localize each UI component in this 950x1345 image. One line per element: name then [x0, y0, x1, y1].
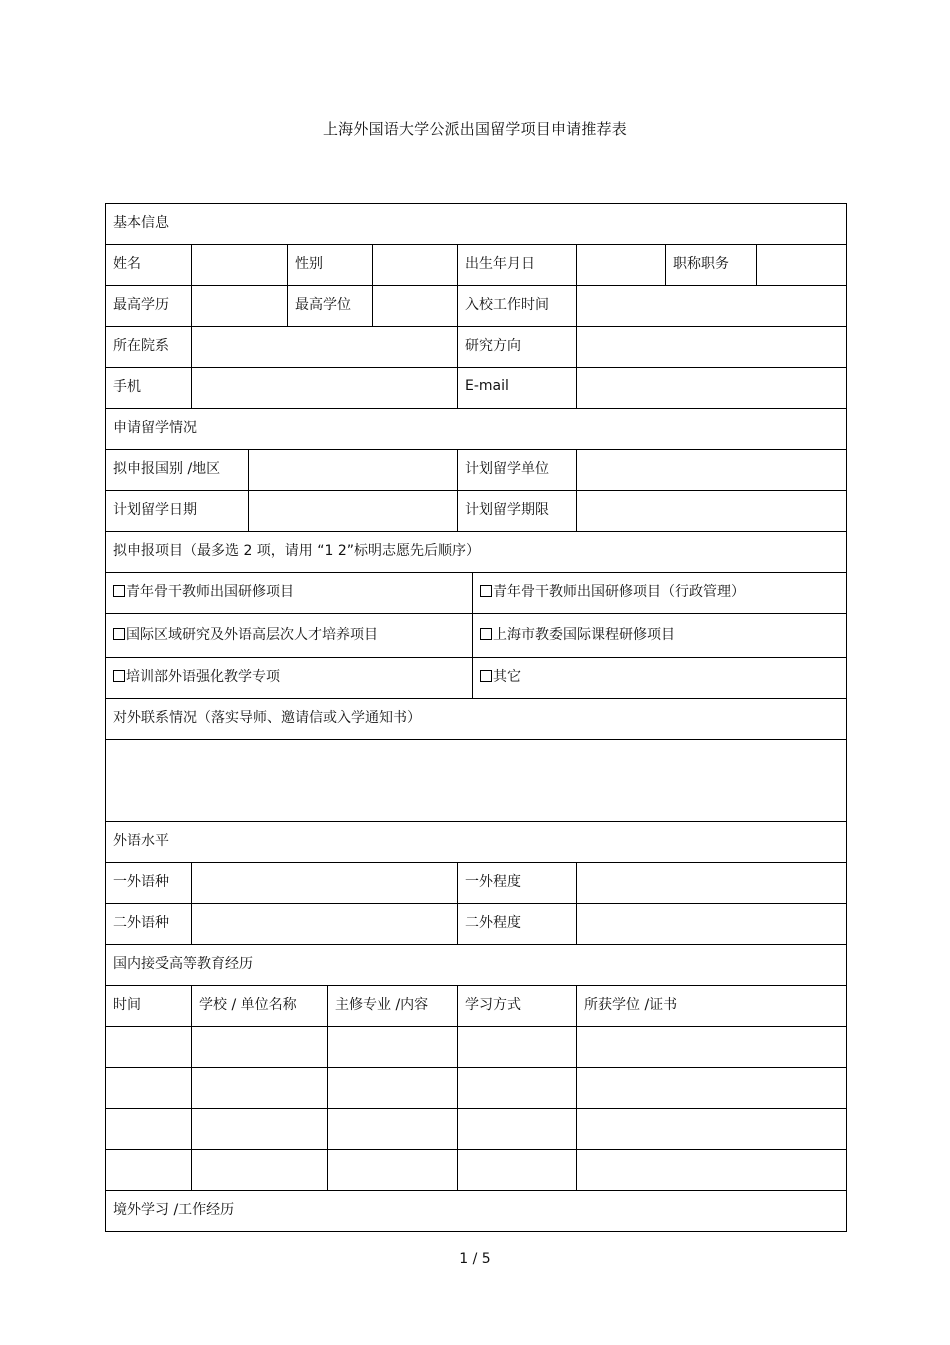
- birth-field[interactable]: [577, 245, 666, 286]
- table-cell[interactable]: [106, 1027, 192, 1068]
- education-field[interactable]: [192, 286, 288, 327]
- study-date-field[interactable]: [249, 491, 458, 532]
- basic-row-1: [106, 245, 847, 286]
- language-row-1: [106, 863, 847, 904]
- table-cell[interactable]: [577, 1068, 847, 1109]
- rank-label: 职称职务: [666, 245, 757, 286]
- host-unit-label: 计划留学单位: [458, 450, 577, 491]
- first-language-level-label: 一外程度: [458, 863, 577, 904]
- table-cell[interactable]: [192, 1109, 328, 1150]
- projects-row-3: [106, 658, 847, 699]
- department-field[interactable]: [192, 327, 458, 368]
- table-cell[interactable]: [192, 1027, 328, 1068]
- table-row: [106, 1109, 847, 1150]
- first-language-field[interactable]: [192, 863, 458, 904]
- table-cell[interactable]: [458, 1150, 577, 1191]
- checkbox-icon[interactable]: [113, 670, 125, 682]
- section-apply-row: [106, 409, 847, 450]
- form-title: 上海外国语大学公派出国留学项目申请推荐表: [322, 120, 627, 138]
- section-language-row: [106, 822, 847, 863]
- education-label: 最高学历: [106, 286, 192, 327]
- table-cell[interactable]: [577, 1027, 847, 1068]
- second-language-field[interactable]: [192, 904, 458, 945]
- projects-row-2: [106, 614, 847, 658]
- study-period-field[interactable]: [577, 491, 847, 532]
- section-basic-heading: 基本信息: [106, 204, 847, 245]
- section-apply-heading: 申请留学情况: [106, 409, 847, 450]
- table-cell[interactable]: [577, 1109, 847, 1150]
- section-abroad-row: [106, 1191, 847, 1232]
- table-row: [106, 1150, 847, 1191]
- project-option-label: 国际区域研究及外语高层次人才培养项目: [126, 627, 378, 643]
- education-header-row: [106, 986, 847, 1027]
- contact-body-row: [106, 740, 847, 822]
- project-option-label: 培训部外语强化教学专项: [126, 669, 280, 685]
- rank-field[interactable]: [757, 245, 847, 286]
- study-date-label: 计划留学日期: [106, 491, 249, 532]
- basic-row-2: [106, 286, 847, 327]
- page-number: 1 / 5: [459, 1251, 491, 1267]
- column-header: 学校 / 单位名称: [192, 986, 328, 1027]
- column-header: 所获学位 /证书: [577, 986, 847, 1027]
- gender-field[interactable]: [373, 245, 458, 286]
- checkbox-icon[interactable]: [480, 670, 492, 682]
- first-language-label: 一外语种: [106, 863, 192, 904]
- second-language-level-label: 二外程度: [458, 904, 577, 945]
- name-label: 姓名: [106, 245, 192, 286]
- table-cell[interactable]: [458, 1027, 577, 1068]
- application-form-table: [105, 203, 847, 1232]
- checkbox-icon[interactable]: [113, 628, 125, 640]
- table-row: [106, 1068, 847, 1109]
- table-cell[interactable]: [192, 1150, 328, 1191]
- contact-details-field[interactable]: [106, 740, 847, 822]
- table-row: [106, 1027, 847, 1068]
- project-option[interactable]: [473, 573, 847, 614]
- project-option[interactable]: [106, 658, 473, 699]
- host-unit-field[interactable]: [577, 450, 847, 491]
- basic-row-3: [106, 327, 847, 368]
- projects-note-row: [106, 532, 847, 573]
- first-language-level-field[interactable]: [577, 863, 847, 904]
- apply-row-2: [106, 491, 847, 532]
- department-label: 所在院系: [106, 327, 192, 368]
- column-header: 学习方式: [458, 986, 577, 1027]
- entry-date-label: 入校工作时间: [458, 286, 577, 327]
- phone-field[interactable]: [192, 368, 458, 409]
- table-cell[interactable]: [106, 1109, 192, 1150]
- column-header: 主修专业 /内容: [328, 986, 458, 1027]
- name-field[interactable]: [192, 245, 288, 286]
- section-education-heading: 国内接受高等教育经历: [106, 945, 847, 986]
- apply-row-1: [106, 450, 847, 491]
- section-abroad-heading: 境外学习 /工作经历: [106, 1191, 847, 1232]
- research-field[interactable]: [577, 327, 847, 368]
- project-option-label: 上海市教委国际课程研修项目: [493, 627, 675, 643]
- basic-row-4: [106, 368, 847, 409]
- project-option[interactable]: [473, 614, 847, 658]
- project-option-label: 青年骨干教师出国研修项目: [126, 584, 294, 600]
- project-option[interactable]: [473, 658, 847, 699]
- section-contact-heading: 对外联系情况（落实导师、邀请信或入学通知书）: [106, 699, 847, 740]
- section-basic-row: [106, 204, 847, 245]
- checkbox-icon[interactable]: [480, 628, 492, 640]
- second-language-level-field[interactable]: [577, 904, 847, 945]
- second-language-label: 二外语种: [106, 904, 192, 945]
- table-cell[interactable]: [106, 1150, 192, 1191]
- section-language-heading: 外语水平: [106, 822, 847, 863]
- email-label: E-mail: [458, 368, 577, 409]
- email-field[interactable]: [577, 368, 847, 409]
- table-cell[interactable]: [458, 1068, 577, 1109]
- column-header: 时间: [106, 986, 192, 1027]
- projects-note: 拟申报项目（最多选 2 项，请用 “1 2”标明志愿先后顺序）: [106, 532, 847, 573]
- country-field[interactable]: [249, 450, 458, 491]
- birth-label: 出生年月日: [458, 245, 577, 286]
- country-label: 拟申报国别 /地区: [106, 450, 249, 491]
- table-cell[interactable]: [328, 1150, 458, 1191]
- projects-row-1: [106, 573, 847, 614]
- project-option[interactable]: [106, 614, 473, 658]
- table-cell[interactable]: [328, 1027, 458, 1068]
- project-option-label: 其它: [493, 669, 521, 685]
- research-label: 研究方向: [458, 327, 577, 368]
- project-option[interactable]: [106, 573, 473, 614]
- section-contact-row: [106, 699, 847, 740]
- table-cell[interactable]: [458, 1109, 577, 1150]
- degree-field[interactable]: [373, 286, 458, 327]
- study-period-label: 计划留学期限: [458, 491, 577, 532]
- table-cell[interactable]: [328, 1068, 458, 1109]
- phone-label: 手机: [106, 368, 192, 409]
- table-cell[interactable]: [192, 1068, 328, 1109]
- table-cell[interactable]: [577, 1150, 847, 1191]
- degree-label: 最高学位: [288, 286, 373, 327]
- section-education-row: [106, 945, 847, 986]
- project-option-label: 青年骨干教师出国研修项目（行政管理）: [493, 584, 745, 600]
- checkbox-icon[interactable]: [113, 585, 125, 597]
- language-row-2: [106, 904, 847, 945]
- entry-date-field[interactable]: [577, 286, 847, 327]
- checkbox-icon[interactable]: [480, 585, 492, 597]
- gender-label: 性别: [288, 245, 373, 286]
- table-cell[interactable]: [328, 1109, 458, 1150]
- table-cell[interactable]: [106, 1068, 192, 1109]
